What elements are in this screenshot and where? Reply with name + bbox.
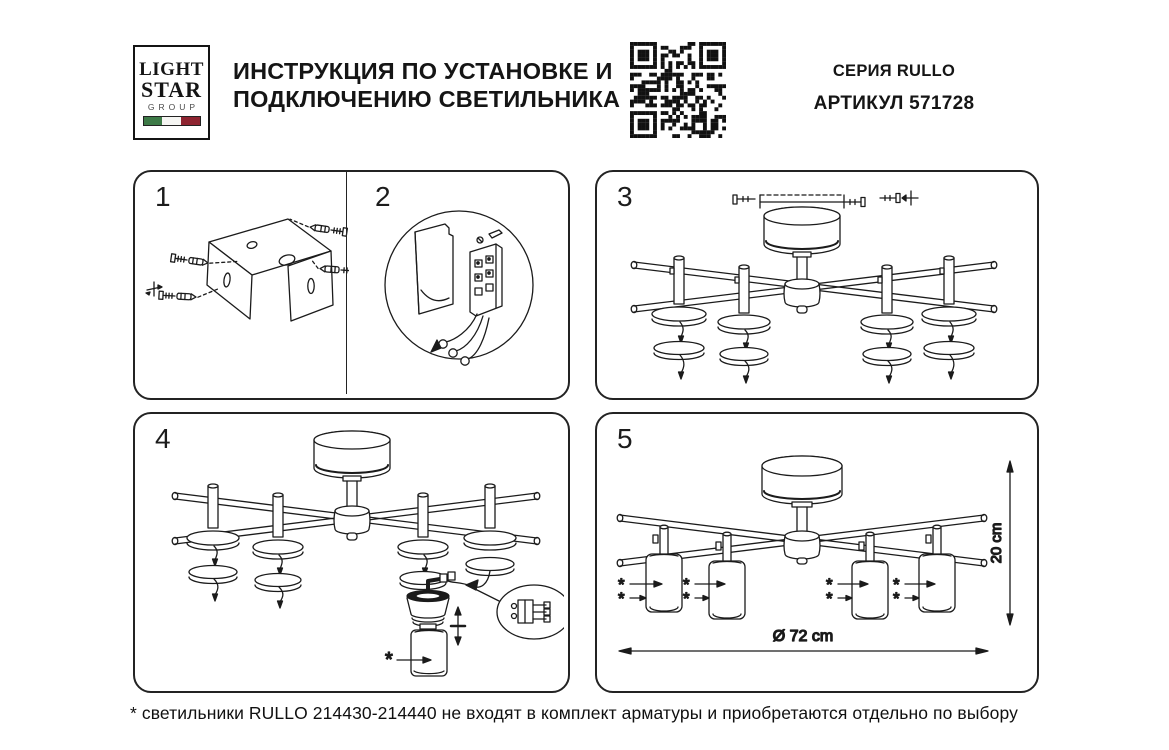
step3-fixture-drawing xyxy=(597,172,1033,394)
lightstar-logo xyxy=(133,45,210,140)
diameter-label: Ø 72 cm xyxy=(772,628,834,645)
step5-assembled-drawing xyxy=(597,414,1033,687)
panel-box-step-5 xyxy=(595,412,1039,693)
lamp-holder xyxy=(718,265,770,383)
page-title-line2: ПОДКЛЮЧЕНИЮ СВЕТИЛЬНИКА xyxy=(233,86,621,112)
lamp-holder xyxy=(922,256,976,379)
step4-fixture-drawing xyxy=(135,414,564,687)
lamp-shade xyxy=(411,630,447,676)
move-vertical-icon xyxy=(451,607,465,645)
lamp-shade xyxy=(646,525,682,612)
lamp-shade xyxy=(852,532,888,619)
svg-text:*: * xyxy=(618,575,625,594)
panel-divider xyxy=(346,172,347,394)
diameter-dimension xyxy=(619,628,988,654)
mounting-bar xyxy=(760,195,844,208)
panel-box-steps-1-2 xyxy=(133,170,570,400)
lamp-shade xyxy=(919,525,955,612)
step-number-4: 4 xyxy=(155,423,171,454)
step-number-5: 5 xyxy=(617,423,633,454)
screw-icon xyxy=(845,198,865,207)
panel-box-step-4 xyxy=(133,412,570,693)
screw-icon xyxy=(733,195,755,204)
center-hub xyxy=(334,506,370,540)
flag-white-segment xyxy=(162,117,181,125)
step2-wiring-drawing xyxy=(349,172,568,394)
page-title-line1: ИНСТРУКЦИЯ ПО УСТАНОВКЕ И xyxy=(233,58,613,84)
screw-icon xyxy=(880,194,900,203)
article-label: АРТИКУЛ 571728 xyxy=(813,93,975,114)
step-number-1: 1 xyxy=(155,181,171,212)
asterisk-mark: * xyxy=(385,649,393,671)
step-number-3: 3 xyxy=(617,181,633,212)
terminal-detail-callout xyxy=(497,585,564,639)
ceiling-canopy xyxy=(314,431,390,478)
logo-word-star: STAR xyxy=(140,76,203,102)
step-number-2: 2 xyxy=(375,181,391,212)
series-label: СЕРИЯ RULLO xyxy=(832,62,956,80)
footnote: * светильники RULLO 214430-214440 не входят в комплект арматуры и приобретаются отдельно по выбору xyxy=(130,703,1018,723)
logo-word-light: LIGHT xyxy=(139,58,204,80)
series-article-block xyxy=(788,62,1000,115)
lamp-holder xyxy=(652,256,706,379)
svg-text:*: * xyxy=(826,575,833,594)
height-dimension xyxy=(988,461,1013,625)
phillips-screw-icon xyxy=(902,191,918,205)
logo-word-group: GROUP xyxy=(147,101,200,112)
svg-text:*: * xyxy=(826,589,833,608)
center-hub xyxy=(784,531,820,564)
qr-code-pattern xyxy=(630,42,726,138)
svg-text:*: * xyxy=(893,575,900,594)
svg-text:*: * xyxy=(893,589,900,608)
italian-flag-bar xyxy=(143,116,201,126)
svg-text:*: * xyxy=(618,589,625,608)
page-title xyxy=(233,57,653,113)
flag-green-segment xyxy=(144,117,163,125)
svg-text:*: * xyxy=(683,575,690,594)
center-hub xyxy=(784,279,820,313)
svg-text:*: * xyxy=(683,589,690,608)
ceiling-canopy xyxy=(762,456,842,504)
lamp-socket xyxy=(407,591,449,630)
height-label: 20 cm xyxy=(988,522,1005,564)
qr-code xyxy=(630,42,726,138)
step1-bracket-drawing xyxy=(135,172,349,394)
panel-box-step-3 xyxy=(595,170,1039,400)
flag-red-segment xyxy=(181,117,200,125)
ceiling-canopy xyxy=(764,207,840,254)
